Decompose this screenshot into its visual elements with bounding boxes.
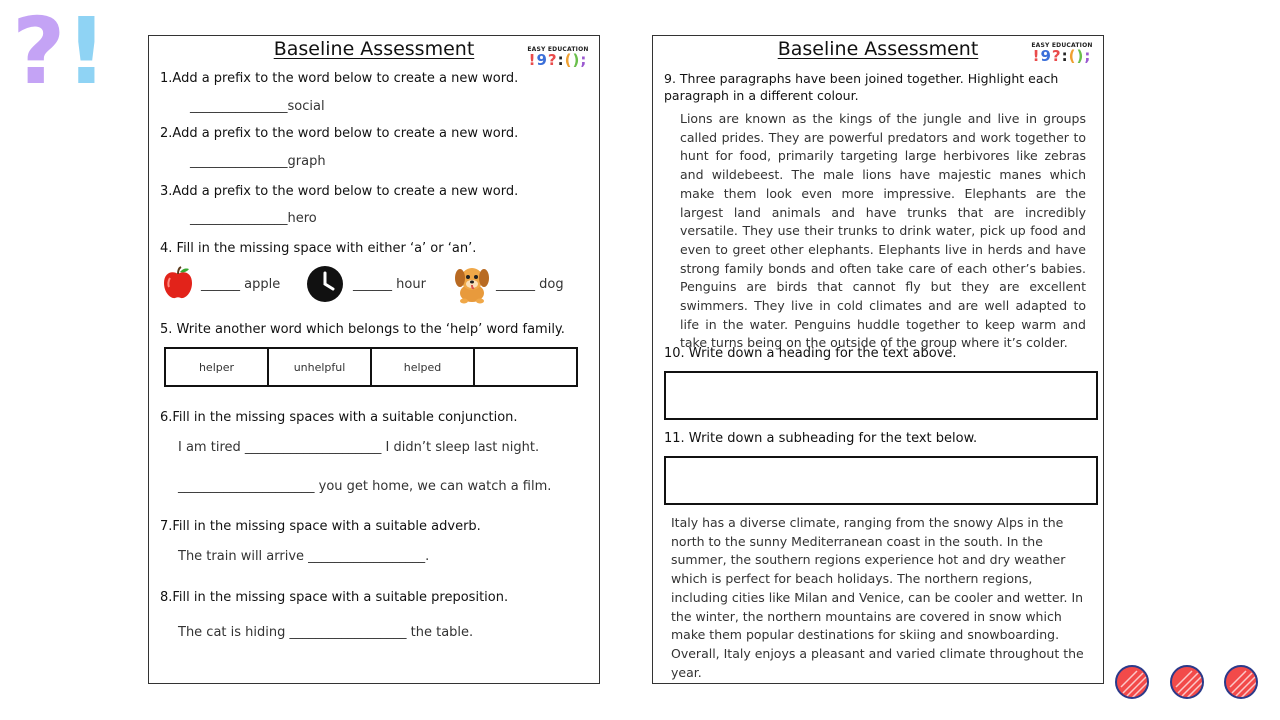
apple-icon <box>162 266 194 300</box>
word-family-cell-empty[interactable] <box>475 349 576 385</box>
page-title: Baseline Assessment <box>273 38 475 60</box>
easy-education-logo: EASY EDUCATION !9?:(); <box>527 46 589 69</box>
word-family-cell[interactable]: helped <box>372 349 475 385</box>
question-8-prompt: 8.Fill in the missing space with a suitable preposition. <box>160 590 509 605</box>
worksheet-page-1 <box>148 35 600 684</box>
decorative-marks <box>12 0 108 105</box>
word-family-cell[interactable]: helper <box>166 349 269 385</box>
italy-climate-text: Italy has a diverse climate, ranging from the snowy Alps in the north to the sunny Mediterranean coast in the south. In the summer, the southern regions experience hot and dry weather which is perfect for beach holidays. The northern regions, including cities like Milan and Venice, can be cooler and wetter. In the winter, the northern mountains are covered in snow which make them popular destinations for skiing and snowboarding. Overall, Italy enjoys a pleasant and varied climate throughout the year. <box>671 515 1084 680</box>
worksheet-page-2 <box>652 35 1104 684</box>
nav-marker-2[interactable] <box>1170 665 1204 699</box>
question-6-answer-line-2[interactable]: _____________________ you get home, we can watch a film. <box>178 479 552 494</box>
question-2-answer-line[interactable]: _______________graph <box>190 154 326 169</box>
easy-education-logo: EASY EDUCATION !9?:(); <box>1031 42 1093 65</box>
nav-marker-1[interactable] <box>1115 665 1149 699</box>
question-1-answer-line[interactable]: _______________social <box>190 99 325 114</box>
question-4-prompt: 4. Fill in the missing space with either ‘a’ or ‘an’. <box>160 241 477 256</box>
subheading-answer-box[interactable] <box>664 456 1098 505</box>
question-6-prompt: 6.Fill in the missing spaces with a suitable conjunction. <box>160 410 518 425</box>
joined-paragraphs-text[interactable]: Lions are known as the kings of the jungle and live in groups called prides. They are powerful predators and work together to hunt for food, primarily targeting large herbivores like zebras and wildebeest. The male lions have majestic manes which make them look even more impressive. Elephants are the largest land animals and have trunks that are incredibly versatile. They use their trunks to drink water, pick up food and even to greet other elephants. Elephants live in herds and have strong family bonds and often take care of each other’s babies. Penguins are birds that cannot fly but they are excellent swimmers. They live in cold climates and are well adapted to life in the water. Penguins huddle together to keep warm and take turns being on the outside of the group where it’s colder. <box>680 111 1086 351</box>
question-2-prompt: 2.Add a prefix to the word below to create a new word. <box>160 126 519 141</box>
word-family-table <box>164 347 578 387</box>
nav-marker-3[interactable] <box>1224 665 1258 699</box>
page-title: Baseline Assessment <box>777 38 979 60</box>
question-6-answer-line-1[interactable]: I am tired _____________________ I didn’t sleep last night. <box>178 440 540 455</box>
dog-icon <box>451 262 493 304</box>
question-4-item-hour[interactable]: ______ hour <box>353 277 426 292</box>
question-5-prompt: 5. Write another word which belongs to the ‘help’ word family. <box>160 322 565 337</box>
question-1-prompt: 1.Add a prefix to the word below to create a new word. <box>160 71 519 86</box>
question-3-answer-line[interactable]: _______________hero <box>190 211 317 226</box>
question-4-item-apple[interactable]: ______ apple <box>201 277 281 292</box>
question-7-prompt: 7.Fill in the missing space with a suitable adverb. <box>160 519 481 534</box>
question-3-prompt: 3.Add a prefix to the word below to create a new word. <box>160 184 519 199</box>
exclamation-mark-decoration: ! <box>65 0 108 105</box>
word-family-cell[interactable]: unhelpful <box>269 349 372 385</box>
question-10-prompt: 10. Write down a heading for the text above. <box>664 346 957 361</box>
heading-answer-box[interactable] <box>664 371 1098 420</box>
question-8-answer-line[interactable]: The cat is hiding __________________ the table. <box>178 625 474 640</box>
question-mark-decoration: ? <box>12 0 66 105</box>
question-4-item-dog[interactable]: ______ dog <box>496 277 564 292</box>
question-7-answer-line[interactable]: The train will arrive __________________. <box>178 549 430 564</box>
question-9-prompt: 9. Three paragraphs have been joined together. Highlight each paragraph in a different colour. <box>664 71 1059 103</box>
question-11-prompt: 11. Write down a subheading for the text below. <box>664 431 978 446</box>
clock-icon <box>306 265 344 303</box>
